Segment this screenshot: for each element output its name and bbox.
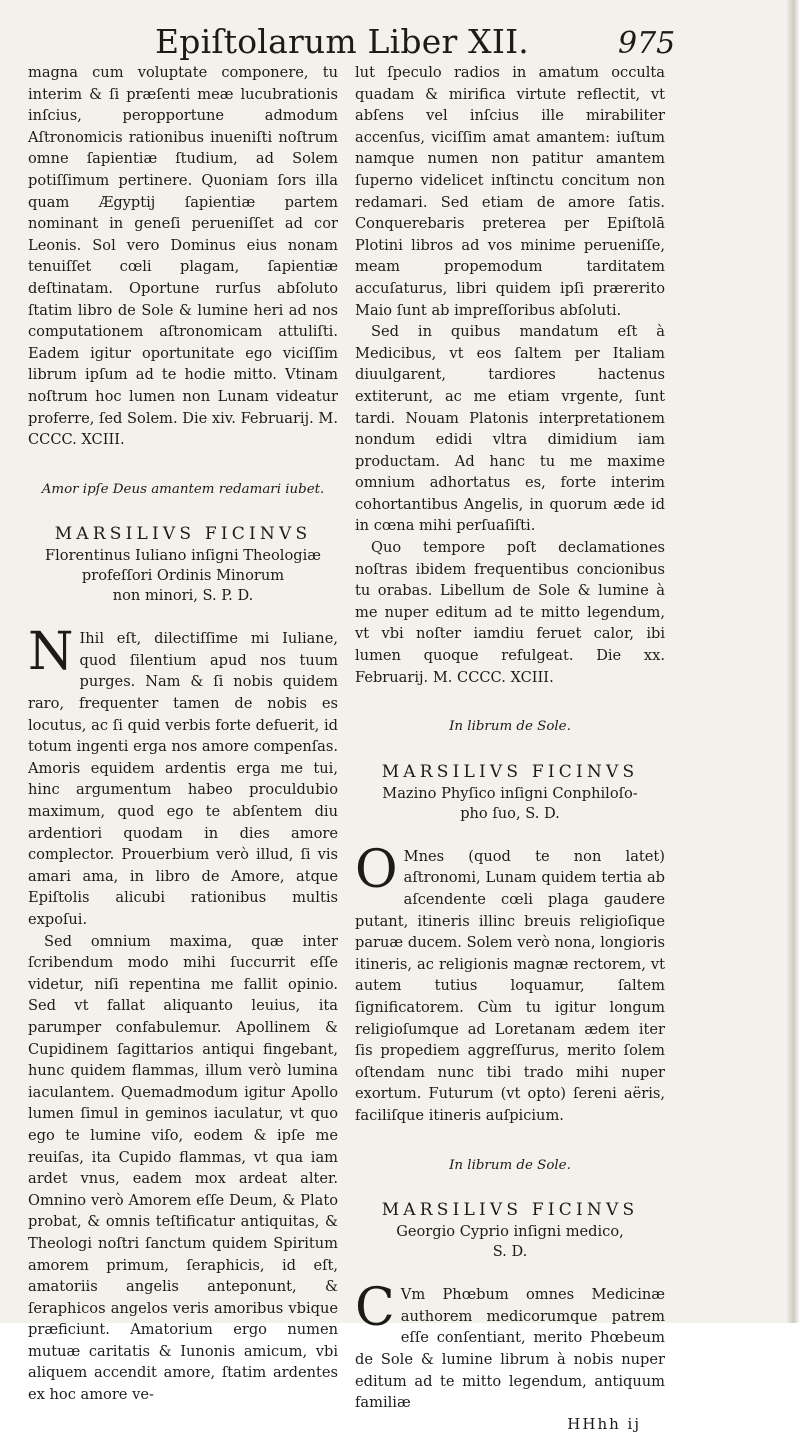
letter-caption: In librum de Sole. xyxy=(449,1157,571,1173)
letter-salutation: S. D. xyxy=(492,1243,528,1261)
letter-body-paragraph: Sed in quibus mandatum eſt à Medicibus, vt eos ſaltem per Italiam diuulgarent, tardiores hactenus extiterunt, ac me etiam vrgente, ſunt tardi. Nouam Platonis interpretationem nondum edidi vltra dimidium iam productam. Ad hanc tu me maxime omnium adhortatus es, forte interim cohortantibus Angelis, in quorum æde id in cœna mihi perſuaſiſti. xyxy=(355,323,665,535)
letter-heading xyxy=(28,522,338,606)
letter-caption: In librum de Sole. xyxy=(449,719,571,735)
right-column xyxy=(355,62,665,1435)
paragraph-text: Vm Phœbum omnes Medicinæ authorem medicorumque patrem eſſe conſentiant, merito Phœbeum de Sole & lumine librum à nobis nuper editum ad te mitto legendum, antiquum familiæ xyxy=(355,1286,665,1412)
running-head xyxy=(0,10,800,70)
left-column xyxy=(28,62,338,1406)
letter-salutation: pho ſuo, S. D. xyxy=(460,804,560,822)
letter-addressee: Georgio Cyprio inſigni medico, xyxy=(396,1223,624,1241)
letter-author: MARSILIVS FICINVS xyxy=(381,1200,639,1221)
paragraph-text: Ihil eſt, dilectiſſime mi Iuliane, quod ſilentium apud nos tuum purges. Nam & ſi nobis quidem raro, frequenter tamen de nobis es locutus, ac ſi quid verbis forte defuerit, id totum ingenti erga nos amore compenſas. Amoris equidem ardentis erga me tui, hinc argumentum habeo proculdubio maximum, quod ego te abſentem diu ardentiori quodam in dies amore complector. Prouerbium verò illud, ſi vis amari ama, in libro de Amore, atque Epiſtolis alicubi rationibus multis expoſui. xyxy=(28,630,338,928)
letter-addressee: Florentinus Iuliano inſigni Theologiæ profeſſori Ordinis Minorum xyxy=(45,547,321,585)
letter-body-paragraph: Sed omnium maxima, quæ inter ſcribendum modo mihi ſuccurrit eſſe videtur, niſi repentina me fallit opinio. Sed vt fallat aliquanto leuius, ita parumper confabulemur. Apollinem & Cupidinem ſagittarios antiqui fingebant, hunc quidem flammas, illum verò lumina iaculantem. Quemadmodum igitur Apollo lumen ſimul in geminos iaculatur, vt quo ego te lumine viſo, eodem & ipſe me reuiſas, ita Cupido flammas, vt qua iam ardet vnus, eadem mox ardeat alter. Omnino verò Amorem eſſe Deum, & Plato probat, & omnis teſtificatur antiquitas, & Theologi noſtri ſanctum quidem Spiritum amorem primum, ſeraphicis, id eſt, amatoriis angelis anteponunt, & ſeraphicos angelos veris amoribus vbique præficiunt. Amatorium ergo numen mutuæ caritatis & Iunonis amicum, vbi aliquem accendit amore, ſtatim ardentes ex hoc amore ve- xyxy=(28,932,338,1404)
letter-heading xyxy=(355,1198,665,1262)
signature-mark: HHhh ij xyxy=(567,1414,641,1433)
letter-body-paragraph xyxy=(355,1278,665,1414)
letter-body-paragraph xyxy=(355,839,665,1127)
letter-salutation: non minori, S. P. D. xyxy=(112,587,254,605)
drop-cap: O xyxy=(355,839,398,900)
letter-body-paragraph: lut ſpeculo radios in amatum occulta quadam & mirifica virtute reflectit, vt abſens vel inſcius ille mirabiliter accenſus, viciſſim amat amantem: iuſtum namque numen non patitur amantem ſuperno videlicet inſtinctu concitum non redamari. Sed etiam de amore ſatis. Conquerebaris preterea per Epiſtolā Plotini libros ad vos minime perueniſſe, meam propemodum tarditatem accuſaturus, libri quidem ipſi prærerito Maio ſunt ab impreſſoribus abſoluti. xyxy=(355,64,665,319)
letter-body-paragraph xyxy=(28,622,338,930)
letter-motto: Amor ipſe Deus amantem redamari iubet. xyxy=(41,481,325,497)
letter-author: MARSILIVS FICINVS xyxy=(54,524,312,545)
running-title: Epiſtolarum Liber XII. xyxy=(155,22,529,61)
letter-heading xyxy=(355,760,665,824)
drop-cap: N xyxy=(28,622,74,683)
paragraph-text: Mnes (quod te non latet) aſtronomi, Lunam quidem tertia ab aſcendente cœli plaga gaudere putant, itineris illinc breuis religioſique paruæ ducem. Solem verò nona, longioris itineris, ac religionis magnæ rectorem, vt autem tutius loquamur, ſaltem ſignificatorem. Cùm tu igitur longum religioſumque ad Loretanam ædem iter ſis propediem aggreſſurus, merito ſolem oſtendam nunc tibi trado mihi nuper exortum. Futurum (vt opto) ſereni aëris, faciliſque itineris auſpicium. xyxy=(355,847,665,1124)
letter-author: MARSILIVS FICINVS xyxy=(381,761,639,782)
letter-addressee: Mazino Phyſico inſigni Conphiloſo- xyxy=(382,784,638,802)
page-number: 975 xyxy=(618,26,676,61)
letter-body-paragraph: Quo tempore poſt declamationes noſtras ibidem frequentibus concionibus tu orabas. Libellum de Sole & lumine à me nuper editum ad te mitto legendum, vt vbi noſter iamdiu feruet calor, ibi lumen quoque refulgeat. Die xx. Februarij. M. CCCC. XCIII. xyxy=(355,539,665,686)
letter-continuation-paragraph: magna cum voluptate componere, tu interim & ſi præſenti meæ lucubrationis inſcius, peropportune admodum Aſtronomicis rationibus inueniſti noſtrum omne ſapientiæ ſtudium, ad Solem potiſſimum pertinere. Quoniam ſors illa quam Ægyptij ſapientiæ partem nominant in geneſi perueniſſet ad cor Leonis. Sol vero Dominus eius nonam tenuiſſet cœli plagam, ſapientiæ deſtinatam. Oportune rurſus abſoluto ſtatim libro de Sole & lumine heri ad nos computationem aſtronomicam attuliſti. Eadem igitur oportunitate ego viciſſim librum ipſum ad te hodie mitto. Vtinam noſtrum hoc lumen non Lunam videatur proferre, ſed Solem. Die xiv. Februarij. M. CCCC. XCIII. xyxy=(28,64,338,449)
drop-cap: C xyxy=(355,1278,395,1339)
page-edge xyxy=(786,0,800,1323)
